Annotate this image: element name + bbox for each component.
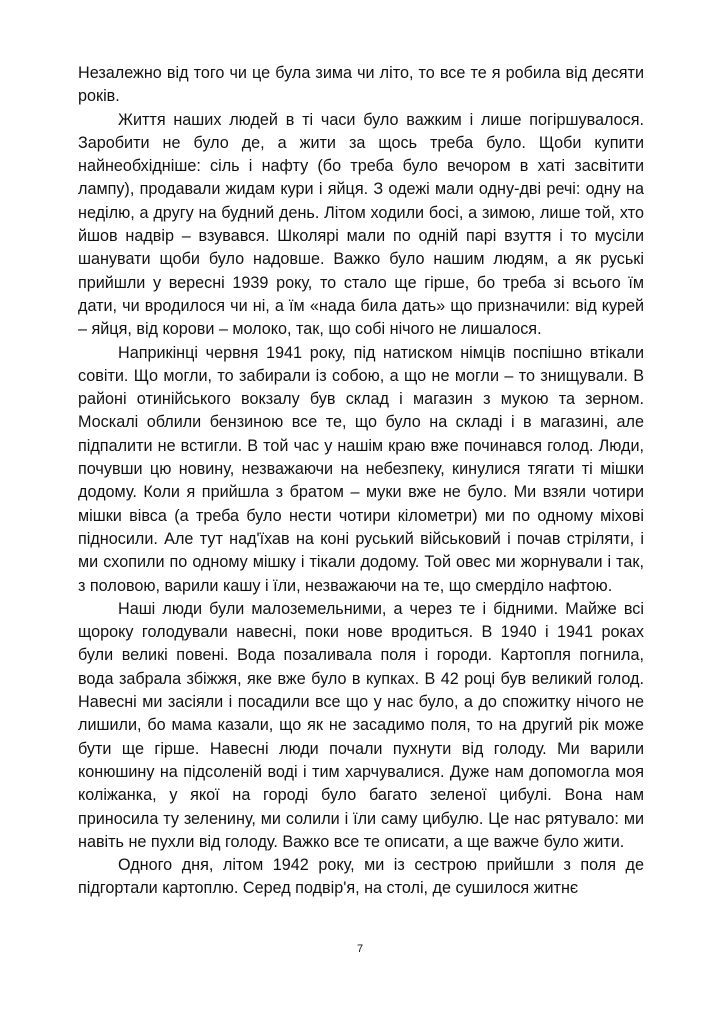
document-body (78, 62, 644, 901)
paragraph-3: Наприкінці червня 1941 року, під натиском німців поспішно втікали совіти. Що могли, то забирали із собою, а що не могли – то знищували. В районі отинійського вокзалу був склад і магазин з мукою та зерном. Москалі облили бензиною все те, що було на складі і в магазині, але підпалити не встигли. В той час у нашім краю вже починався голод. Люди, почувши цю новину, незважаючи на небезпеку, кинулися тягати ті мішки додому. Коли я прийшла з братом – муки вже не було. Ми взяли чотири мішки вівса (а треба було нести чотири кілометри) ми по одному міхові підносили. Але тут над'їхав на коні руський військовий і почав стріляти, і ми схопили по одному мішку і тікали додому. Той овес ми жорнували і так, з половою, варили кашу і їли, незважаючи на те, що смерділо нафтою. (78, 343, 644, 595)
paragraph-5: Одного дня, літом 1942 року, ми із сестрою прийшли з поля де підгортали картоплю. Серед подвір'я, на столі, де сушилося житнє (78, 856, 644, 898)
paragraph-4: Наші люди були малоземельними, а через те і бідними. Майже всі щороку голодували навесні, поки нове вродиться. В 1940 і 1941 роках були великі повені. Вода позаливала поля і городи. Картопля погнила, вода забрала збіжжя, яке вже було в купках. В 42 році був великий голод. Навесні ми засіяли і посадили все що у нас було, а до спожитку нічого не лишили, бо мама казали, що як не засадимо поля, то на другий рік може бути ще гірше. Навесні люди почали пухнути від голоду. Ми варили конюшину на підсоленій воді і тим харчувалися. Дуже нам допомогла моя коліжанка, у якої на городі було багато зеленої цибулі. Вона нам приносила ту зеленину, ми солили і їли саму цибулю. Це нас рятувало: ми навіть не пухли від голоду. Важко все те описати, а ще важче було жити. (78, 599, 644, 851)
paragraph-1: Незалежно від того чи це була зима чи літо, то все те я робила від десяти років. (78, 64, 644, 106)
page-number: 7 (356, 943, 364, 955)
paragraph-2: Життя наших людей в ті часи було важким і лише погіршувалося. Заробити не було де, а жити за щось треба було. Щоби купити найнеобхідніше: сіль і нафту (бо треба було вечором в хаті засвітити лампу), продавали жидам кури і яйця. З одежі мали одну-дві речі: одну на неділю, а другу на будний день. Літом ходили босі, а зимою, лише той, хто йшов надвір – взувався. Школярі мали по одній парі взуття і то мусіли шанувати щоби було надовше. Важко було нашим людям, а як руські прийшли у вересні 1939 року, то стало ще гірше, бо треба зі всього їм дати, чи вродилося чи ні, а їм «нада била дать» що призначили: від курей – яйця, від корови – молоко, так, що собі нічого не лишалося. (78, 110, 644, 339)
